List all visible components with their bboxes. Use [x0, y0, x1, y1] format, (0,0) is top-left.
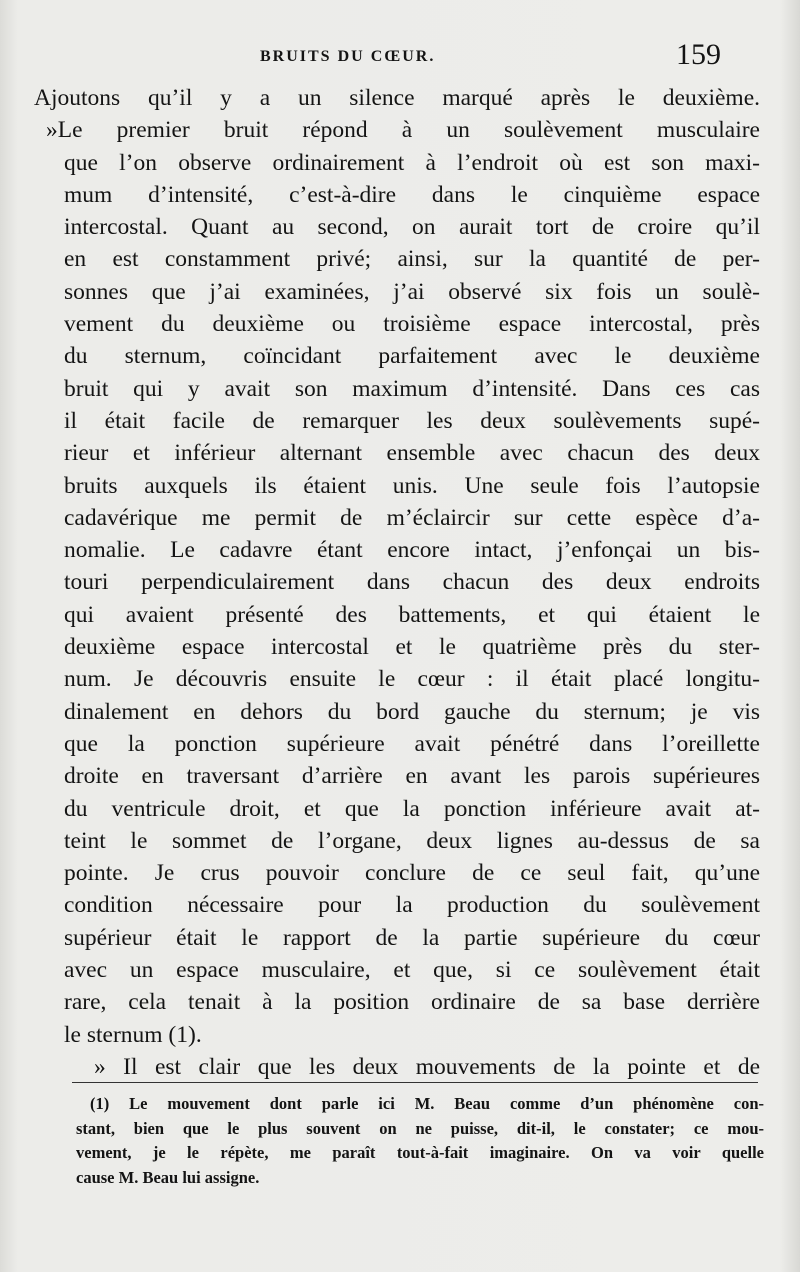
text-line: bruit qui y avait son maximum d’intensité. Dans ces cas — [64, 375, 760, 402]
text-line: sonnes que j’ai examinées, j’ai observé six fois un soulè- — [64, 278, 760, 305]
text-line: Ajoutons qu’il y a un silence marqué après le deuxième. — [34, 85, 760, 111]
text-line: qui avaient présenté des battements, et qui étaient le — [64, 601, 760, 628]
text-line: cadavérique me permit de m’éclaircir sur cette espèce d’a- — [64, 504, 760, 531]
text-line: du ventricule droit, et que la ponction inférieure avait at- — [64, 795, 760, 822]
text-line: il était facile de remarquer les deux soulèvements supé- — [64, 407, 760, 434]
text-line: teint le sommet de l’organe, deux lignes au-dessus de sa — [64, 827, 760, 854]
running-head: BRUITS DU CŒUR. — [260, 48, 436, 65]
text-line: droite en traversant d’arrière en avant les parois supérieures — [64, 763, 760, 790]
text-line: que la ponction supérieure avait pénétré dans l’oreillette — [64, 730, 760, 757]
footnote-rule — [72, 1082, 758, 1083]
text-line: rieur et inférieur alternant ensemble avec chacun des deux — [64, 440, 760, 467]
text-line: deuxième espace intercostal et le quatrième près du ster- — [64, 634, 760, 661]
text-line: bruits auxquels ils étaient unis. Une seule fois l’autopsie — [64, 472, 760, 499]
text-line: num. Je découvris ensuite le cœur : il était placé longitu- — [64, 666, 760, 693]
text-line: en est constamment privé; ainsi, sur la quantité de per- — [64, 246, 760, 273]
text-line: vement du deuxième ou troisième espace intercostal, près — [64, 311, 760, 338]
text-line: supérieur était le rapport de la partie supérieure du cœur — [64, 924, 760, 951]
footnote-line: cause M. Beau lui assigne. — [76, 1167, 260, 1187]
text-line: pointe. Je crus pouvoir conclure de ce seul fait, qu’une — [64, 860, 760, 887]
footnote-line: vement, je le répète, me paraît tout-à-fait imaginaire. On va voir quelle — [76, 1143, 764, 1162]
text-line: dinalement en dehors du bord gauche du sternum; je vis — [64, 698, 760, 725]
text-line: rare, cela tenait à la position ordinaire de sa base derrière — [64, 989, 760, 1016]
text-line: que l’on observe ordinairement à l’endroit où est son maxi- — [64, 149, 760, 176]
text-line: le sternum (1). — [64, 1021, 202, 1048]
text-line: »Le premier bruit répond à un soulèvement musculaire — [46, 117, 760, 144]
main-text — [34, 82, 760, 1083]
page-header — [0, 38, 800, 80]
text-line: avec un espace musculaire, et que, si ce soulèvement était — [64, 957, 760, 984]
footnote-line: (1) Le mouvement dont parle ici M. Beau comme d’un phénomène con- — [90, 1094, 764, 1113]
text-line: touri perpendiculairement dans chacun des deux endroits — [64, 569, 760, 596]
text-line: du sternum, coïncidant parfaitement avec le deuxième — [64, 343, 760, 370]
page-number: 159 — [676, 38, 721, 71]
footnote-line: stant, bien que le plus souvent on ne puisse, dit-il, le constater; ce mou- — [76, 1118, 764, 1138]
text-line: mum d’intensité, c’est-à-dire dans le cinquième espace — [64, 181, 760, 208]
text-line: intercostal. Quant au second, on aurait tort de croire qu’il — [64, 214, 760, 241]
footnote — [76, 1092, 764, 1190]
text-line: nomalie. Le cadavre étant encore intact, j’enfonçai un bis- — [64, 537, 760, 564]
text-line: » Il est clair que les deux mouvements de la pointe et de — [94, 1053, 760, 1080]
text-line: condition nécessaire pour la production du soulèvement — [64, 892, 760, 919]
